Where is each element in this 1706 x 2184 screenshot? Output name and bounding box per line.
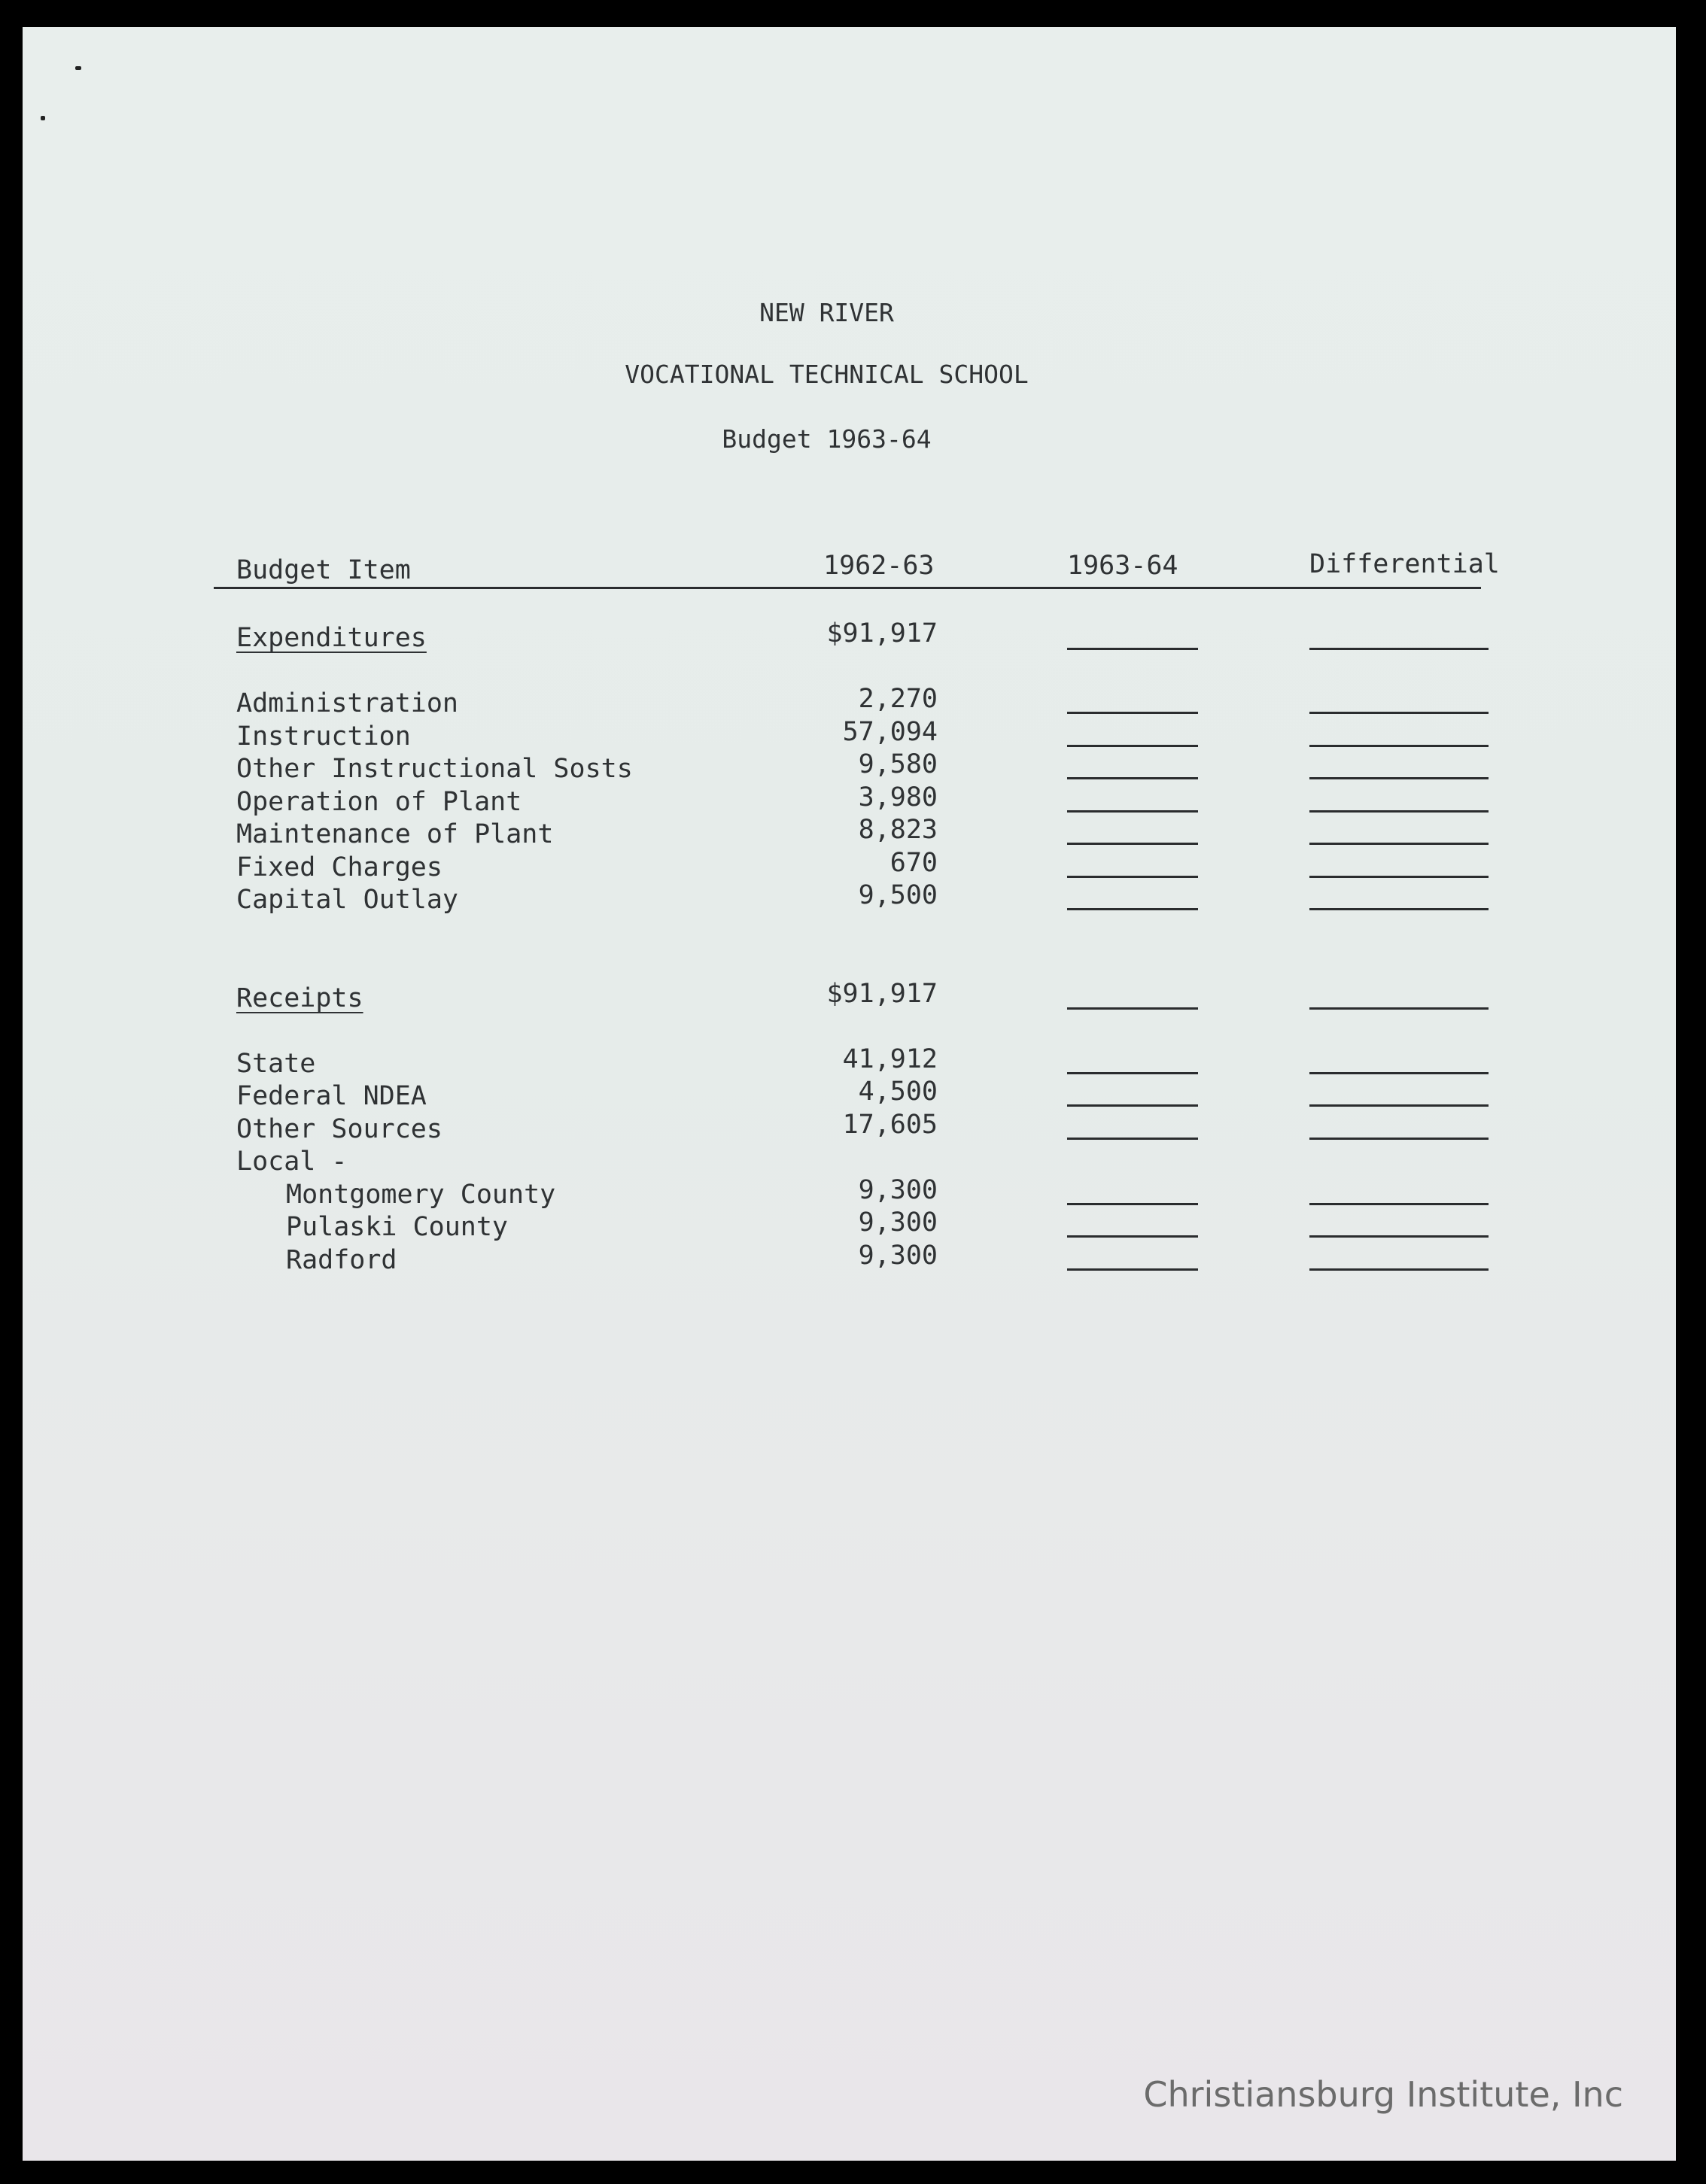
expense-label: Instruction: [236, 721, 411, 752]
blank-line: [1309, 777, 1489, 779]
blank-line: [1309, 908, 1489, 910]
receipt-label: Montgomery County: [286, 1180, 556, 1210]
blank-line: [1309, 1072, 1489, 1074]
header-1962-63: 1962-63: [823, 551, 935, 581]
watermark-text: Christiansburg Institute, Inc: [1143, 2074, 1623, 2115]
blank-line: [1309, 1104, 1489, 1107]
blank-line: [1067, 1203, 1198, 1205]
blank-line: [1309, 1235, 1489, 1238]
receipt-label: State: [236, 1049, 316, 1079]
blank-line: [1309, 1007, 1489, 1010]
receipt-label: Radford: [286, 1245, 397, 1275]
expense-value: 9,580: [858, 749, 938, 779]
blank-line: [1067, 648, 1198, 650]
ink-speck: [41, 116, 45, 120]
blank-line: [1309, 1203, 1489, 1205]
receipt-label: Local -: [236, 1147, 348, 1177]
receipt-value: 4,500: [858, 1077, 938, 1107]
expense-value: 670: [889, 848, 938, 878]
doc-title-line3: Budget 1963-64: [722, 424, 932, 454]
expense-label: Maintenance of Plant: [236, 819, 554, 849]
expense-label: Operation of Plant: [236, 787, 522, 817]
expense-label: Capital Outlay: [236, 885, 459, 915]
blank-line: [1067, 908, 1198, 910]
receipt-label: Pulaski County: [286, 1212, 509, 1242]
blank-line: [1309, 843, 1489, 845]
expense-label: Fixed Charges: [236, 852, 442, 882]
receipt-value: 9,300: [858, 1241, 938, 1271]
blank-line: [1067, 876, 1198, 878]
blank-line: [1309, 1138, 1489, 1140]
expenditures-total: $91,917: [826, 618, 938, 649]
expense-label: Administration: [236, 688, 459, 718]
blank-line: [1067, 777, 1198, 779]
expense-label: Other Instructional Sosts: [236, 754, 633, 784]
receipt-value: 17,605: [842, 1110, 938, 1140]
receipt-value: 9,300: [858, 1207, 938, 1238]
receipt-value: 9,300: [858, 1175, 938, 1205]
blank-line: [1067, 712, 1198, 714]
expense-value: 3,980: [858, 782, 938, 813]
expense-value: 9,500: [858, 880, 938, 910]
blank-line: [1067, 810, 1198, 813]
section-expenditures-label: Expenditures: [236, 623, 427, 653]
header-rule: [214, 587, 1481, 589]
blank-line: [1309, 712, 1489, 714]
blank-line: [1067, 1268, 1198, 1271]
section-receipts-label: Receipts: [236, 983, 363, 1013]
doc-title-line1: NEW RIVER: [759, 298, 894, 327]
blank-line: [1309, 810, 1489, 813]
header-differential: Differential: [1309, 549, 1500, 579]
blank-line: [1067, 843, 1198, 845]
blank-line: [1067, 745, 1198, 747]
ink-speck: [75, 66, 81, 70]
doc-title-line2: VOCATIONAL TECHNICAL SCHOOL: [625, 360, 1029, 389]
blank-line: [1309, 745, 1489, 747]
blank-line: [1067, 1072, 1198, 1074]
blank-line: [1309, 876, 1489, 878]
expense-value: 2,270: [858, 684, 938, 714]
receipt-label: Federal NDEA: [236, 1081, 427, 1111]
header-budget-item: Budget Item: [236, 555, 411, 585]
blank-line: [1309, 1268, 1489, 1271]
receipt-label: Other Sources: [236, 1114, 442, 1144]
expense-value: 8,823: [858, 815, 938, 845]
expense-value: 57,094: [842, 717, 938, 747]
receipts-total: $91,917: [826, 979, 938, 1009]
header-1963-64: 1963-64: [1067, 551, 1178, 581]
blank-line: [1309, 648, 1489, 650]
blank-line: [1067, 1104, 1198, 1107]
blank-line: [1067, 1007, 1198, 1010]
receipt-value: 41,912: [842, 1044, 938, 1074]
blank-line: [1067, 1138, 1198, 1140]
blank-line: [1067, 1235, 1198, 1238]
